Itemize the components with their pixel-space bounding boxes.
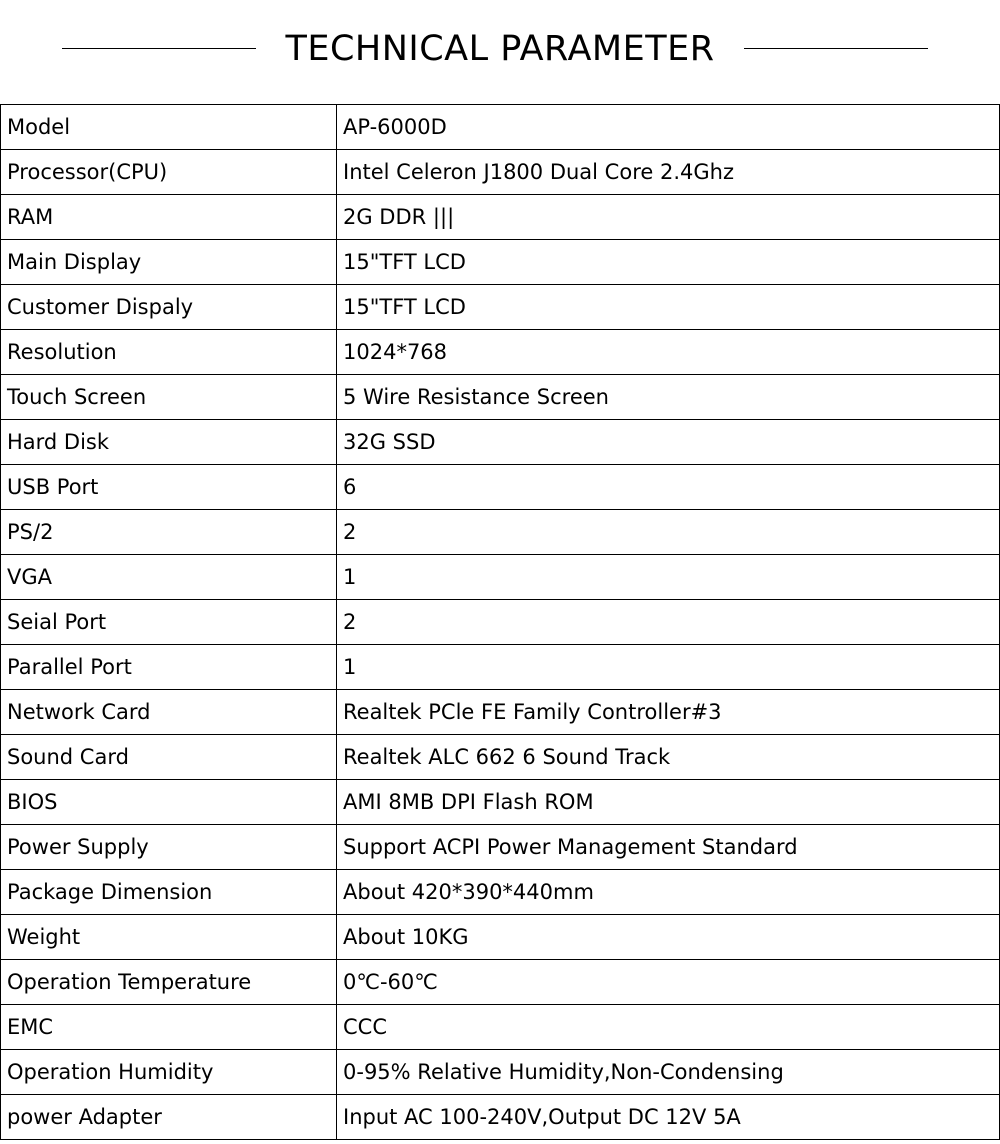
spec-value: 0℃-60℃ <box>337 960 1000 1005</box>
spec-label: PS/2 <box>1 510 337 555</box>
table-row <box>1 870 1000 915</box>
table-row <box>1 555 1000 600</box>
spec-label: Package Dimension <box>1 870 337 915</box>
spec-label: USB Port <box>1 465 337 510</box>
spec-value: AP-6000D <box>337 105 1000 150</box>
spec-value: Support ACPI Power Management Standard <box>337 825 1000 870</box>
spec-value: 15"TFT LCD <box>337 285 1000 330</box>
technical-parameter-table <box>0 104 1000 1140</box>
spec-label: Hard Disk <box>1 420 337 465</box>
spec-value: CCC <box>337 1005 1000 1050</box>
spec-value: About 420*390*440mm <box>337 870 1000 915</box>
table-row <box>1 285 1000 330</box>
spec-table-body <box>1 105 1000 1140</box>
page-header <box>0 0 1000 100</box>
spec-value: 2 <box>337 510 1000 555</box>
spec-label: BIOS <box>1 780 337 825</box>
table-row <box>1 240 1000 285</box>
spec-label: Seial Port <box>1 600 337 645</box>
table-row <box>1 645 1000 690</box>
spec-value: 0-95% Relative Humidity,Non-Condensing <box>337 1050 1000 1095</box>
spec-value: Realtek PCle FE Family Controller#3 <box>337 690 1000 735</box>
table-row <box>1 375 1000 420</box>
spec-value: 2G DDR ||| <box>337 195 1000 240</box>
table-row <box>1 465 1000 510</box>
spec-label: Parallel Port <box>1 645 337 690</box>
spec-value: 32G SSD <box>337 420 1000 465</box>
spec-label: Touch Screen <box>1 375 337 420</box>
table-row <box>1 195 1000 240</box>
table-row <box>1 825 1000 870</box>
spec-label: Processor(CPU) <box>1 150 337 195</box>
spec-label: EMC <box>1 1005 337 1050</box>
spec-value: Input AC 100-240V,Output DC 12V 5A <box>337 1095 1000 1140</box>
spec-value: 5 Wire Resistance Screen <box>337 375 1000 420</box>
header-divider-left <box>62 48 256 49</box>
table-row <box>1 150 1000 195</box>
spec-label: Sound Card <box>1 735 337 780</box>
table-row <box>1 690 1000 735</box>
spec-label: RAM <box>1 195 337 240</box>
table-row <box>1 915 1000 960</box>
spec-value: 1 <box>337 555 1000 600</box>
table-row <box>1 330 1000 375</box>
table-row <box>1 780 1000 825</box>
spec-label: Weight <box>1 915 337 960</box>
spec-value: 1 <box>337 645 1000 690</box>
spec-label: Network Card <box>1 690 337 735</box>
spec-value: 1024*768 <box>337 330 1000 375</box>
header-divider-right <box>744 48 928 49</box>
spec-value: 2 <box>337 600 1000 645</box>
table-row <box>1 420 1000 465</box>
spec-label: Customer Dispaly <box>1 285 337 330</box>
spec-label: Main Display <box>1 240 337 285</box>
spec-value: 6 <box>337 465 1000 510</box>
table-row <box>1 1005 1000 1050</box>
spec-value: About 10KG <box>337 915 1000 960</box>
spec-label: power Adapter <box>1 1095 337 1140</box>
table-row <box>1 960 1000 1005</box>
spec-label: Resolution <box>1 330 337 375</box>
spec-label: Power Supply <box>1 825 337 870</box>
table-row <box>1 510 1000 555</box>
spec-value: Realtek ALC 662 6 Sound Track <box>337 735 1000 780</box>
table-row <box>1 1095 1000 1140</box>
spec-label: Model <box>1 105 337 150</box>
table-row <box>1 600 1000 645</box>
spec-value: 15"TFT LCD <box>337 240 1000 285</box>
spec-label: Operation Temperature <box>1 960 337 1005</box>
spec-label: VGA <box>1 555 337 600</box>
spec-value: Intel Celeron J1800 Dual Core 2.4Ghz <box>337 150 1000 195</box>
spec-label: Operation Humidity <box>1 1050 337 1095</box>
spec-value: AMI 8MB DPI Flash ROM <box>337 780 1000 825</box>
page-title: TECHNICAL PARAMETER <box>285 29 715 69</box>
table-row <box>1 1050 1000 1095</box>
table-row <box>1 735 1000 780</box>
table-row <box>1 105 1000 150</box>
